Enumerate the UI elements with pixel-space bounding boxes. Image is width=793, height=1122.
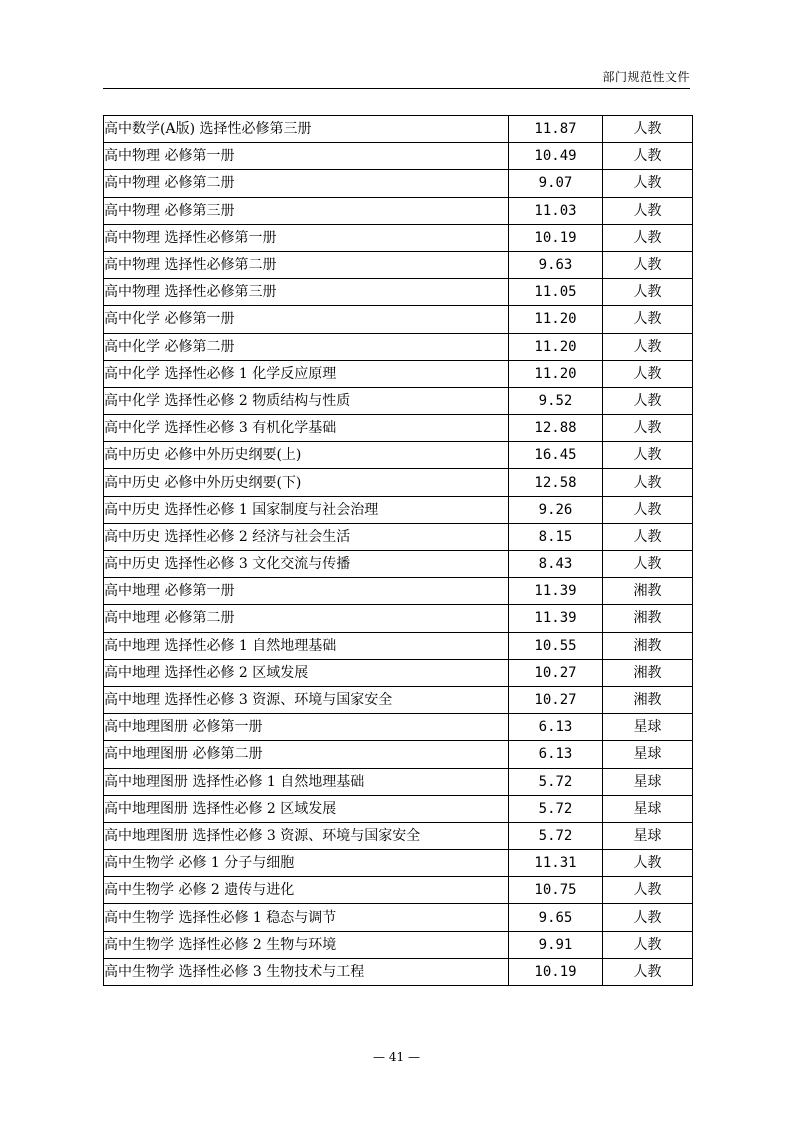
publisher-cell: 星球 bbox=[603, 768, 693, 795]
textbook-title-cell: 高中地理图册 必修第二册 bbox=[104, 741, 509, 768]
price-cell: 9.07 bbox=[509, 170, 603, 197]
publisher-cell: 湘教 bbox=[603, 605, 693, 632]
table-row bbox=[104, 306, 693, 333]
textbook-title-cell: 高中数学(A版) 选择性必修第三册 bbox=[104, 116, 509, 143]
table-row bbox=[104, 333, 693, 360]
textbook-title-cell: 高中地理图册 选择性必修 3 资源、环境与国家安全 bbox=[104, 822, 509, 849]
table-row bbox=[104, 904, 693, 931]
publisher-cell: 人教 bbox=[603, 551, 693, 578]
textbook-title-cell: 高中物理 选择性必修第三册 bbox=[104, 279, 509, 306]
price-cell: 10.49 bbox=[509, 143, 603, 170]
table-row bbox=[104, 632, 693, 659]
table-row bbox=[104, 197, 693, 224]
publisher-cell: 人教 bbox=[603, 197, 693, 224]
publisher-cell: 湘教 bbox=[603, 659, 693, 686]
publisher-cell: 人教 bbox=[603, 279, 693, 306]
textbook-title-cell: 高中生物学 必修 1 分子与细胞 bbox=[104, 850, 509, 877]
textbook-table-body bbox=[104, 116, 693, 986]
price-cell: 10.19 bbox=[509, 224, 603, 251]
table-row bbox=[104, 741, 693, 768]
price-cell: 9.63 bbox=[509, 251, 603, 278]
publisher-cell: 人教 bbox=[603, 360, 693, 387]
price-cell: 10.75 bbox=[509, 877, 603, 904]
price-cell: 6.13 bbox=[509, 714, 603, 741]
publisher-cell: 人教 bbox=[603, 306, 693, 333]
table-row bbox=[104, 822, 693, 849]
header-divider bbox=[103, 88, 690, 89]
price-cell: 8.15 bbox=[509, 523, 603, 550]
textbook-price-table bbox=[103, 115, 693, 986]
table-row bbox=[104, 659, 693, 686]
price-cell: 5.72 bbox=[509, 795, 603, 822]
table-row bbox=[104, 523, 693, 550]
textbook-title-cell: 高中生物学 选择性必修 3 生物技术与工程 bbox=[104, 958, 509, 985]
table-row bbox=[104, 415, 693, 442]
table-row bbox=[104, 116, 693, 143]
publisher-cell: 湘教 bbox=[603, 686, 693, 713]
price-cell: 11.39 bbox=[509, 578, 603, 605]
publisher-cell: 人教 bbox=[603, 931, 693, 958]
publisher-cell: 人教 bbox=[603, 170, 693, 197]
publisher-cell: 星球 bbox=[603, 741, 693, 768]
textbook-title-cell: 高中历史 选择性必修 3 文化交流与传播 bbox=[104, 551, 509, 578]
textbook-title-cell: 高中地理 选择性必修 3 资源、环境与国家安全 bbox=[104, 686, 509, 713]
textbook-title-cell: 高中地理 必修第一册 bbox=[104, 578, 509, 605]
textbook-title-cell: 高中生物学 选择性必修 1 稳态与调节 bbox=[104, 904, 509, 931]
price-cell: 9.52 bbox=[509, 387, 603, 414]
publisher-cell: 人教 bbox=[603, 442, 693, 469]
table-row bbox=[104, 958, 693, 985]
textbook-title-cell: 高中化学 选择性必修 1 化学反应原理 bbox=[104, 360, 509, 387]
price-cell: 11.20 bbox=[509, 306, 603, 333]
table-row bbox=[104, 768, 693, 795]
table-row bbox=[104, 360, 693, 387]
textbook-title-cell: 高中历史 必修中外历史纲要(上) bbox=[104, 442, 509, 469]
price-cell: 10.55 bbox=[509, 632, 603, 659]
table-row bbox=[104, 686, 693, 713]
textbook-title-cell: 高中物理 必修第三册 bbox=[104, 197, 509, 224]
table-row bbox=[104, 143, 693, 170]
table-row bbox=[104, 279, 693, 306]
textbook-title-cell: 高中地理 选择性必修 2 区域发展 bbox=[104, 659, 509, 686]
page-number: — 41 — bbox=[373, 1050, 420, 1064]
textbook-title-cell: 高中化学 必修第一册 bbox=[104, 306, 509, 333]
price-cell: 11.20 bbox=[509, 333, 603, 360]
price-cell: 12.88 bbox=[509, 415, 603, 442]
textbook-title-cell: 高中地理图册 选择性必修 1 自然地理基础 bbox=[104, 768, 509, 795]
publisher-cell: 人教 bbox=[603, 333, 693, 360]
textbook-title-cell: 高中生物学 选择性必修 2 生物与环境 bbox=[104, 931, 509, 958]
textbook-title-cell: 高中历史 选择性必修 2 经济与社会生活 bbox=[104, 523, 509, 550]
table-row bbox=[104, 877, 693, 904]
publisher-cell: 人教 bbox=[603, 496, 693, 523]
publisher-cell: 星球 bbox=[603, 795, 693, 822]
price-cell: 11.20 bbox=[509, 360, 603, 387]
textbook-title-cell: 高中物理 必修第一册 bbox=[104, 143, 509, 170]
price-cell: 11.39 bbox=[509, 605, 603, 632]
textbook-title-cell: 高中历史 必修中外历史纲要(下) bbox=[104, 469, 509, 496]
textbook-title-cell: 高中化学 选择性必修 2 物质结构与性质 bbox=[104, 387, 509, 414]
publisher-cell: 人教 bbox=[603, 387, 693, 414]
table-row bbox=[104, 251, 693, 278]
textbook-title-cell: 高中物理 选择性必修第二册 bbox=[104, 251, 509, 278]
textbook-title-cell: 高中地理 必修第二册 bbox=[104, 605, 509, 632]
price-cell: 6.13 bbox=[509, 741, 603, 768]
price-cell: 16.45 bbox=[509, 442, 603, 469]
publisher-cell: 湘教 bbox=[603, 632, 693, 659]
publisher-cell: 人教 bbox=[603, 850, 693, 877]
publisher-cell: 人教 bbox=[603, 116, 693, 143]
publisher-cell: 人教 bbox=[603, 523, 693, 550]
publisher-cell: 人教 bbox=[603, 904, 693, 931]
price-cell: 11.03 bbox=[509, 197, 603, 224]
price-cell: 12.58 bbox=[509, 469, 603, 496]
publisher-cell: 人教 bbox=[603, 251, 693, 278]
textbook-title-cell: 高中物理 选择性必修第一册 bbox=[104, 224, 509, 251]
table-row bbox=[104, 714, 693, 741]
publisher-cell: 人教 bbox=[603, 415, 693, 442]
price-cell: 10.27 bbox=[509, 659, 603, 686]
price-cell: 11.31 bbox=[509, 850, 603, 877]
publisher-cell: 星球 bbox=[603, 714, 693, 741]
table-row bbox=[104, 551, 693, 578]
publisher-cell: 人教 bbox=[603, 469, 693, 496]
publisher-cell: 人教 bbox=[603, 958, 693, 985]
table-row bbox=[104, 170, 693, 197]
price-cell: 9.26 bbox=[509, 496, 603, 523]
textbook-title-cell: 高中地理图册 选择性必修 2 区域发展 bbox=[104, 795, 509, 822]
table-row bbox=[104, 605, 693, 632]
table-row bbox=[104, 469, 693, 496]
table-row bbox=[104, 795, 693, 822]
table-row bbox=[104, 850, 693, 877]
price-cell: 10.19 bbox=[509, 958, 603, 985]
price-cell: 9.65 bbox=[509, 904, 603, 931]
table-row bbox=[104, 224, 693, 251]
textbook-title-cell: 高中物理 必修第二册 bbox=[104, 170, 509, 197]
table-row bbox=[104, 496, 693, 523]
textbook-title-cell: 高中地理图册 必修第一册 bbox=[104, 714, 509, 741]
price-cell: 5.72 bbox=[509, 822, 603, 849]
publisher-cell: 湘教 bbox=[603, 578, 693, 605]
table-row bbox=[104, 578, 693, 605]
price-cell: 11.05 bbox=[509, 279, 603, 306]
document-category-label: 部门规范性文件 bbox=[602, 70, 690, 84]
textbook-title-cell: 高中地理 选择性必修 1 自然地理基础 bbox=[104, 632, 509, 659]
table-row bbox=[104, 931, 693, 958]
table-row bbox=[104, 387, 693, 414]
publisher-cell: 人教 bbox=[603, 877, 693, 904]
publisher-cell: 人教 bbox=[603, 224, 693, 251]
textbook-title-cell: 高中历史 选择性必修 1 国家制度与社会治理 bbox=[104, 496, 509, 523]
textbook-title-cell: 高中化学 选择性必修 3 有机化学基础 bbox=[104, 415, 509, 442]
price-cell: 8.43 bbox=[509, 551, 603, 578]
price-cell: 10.27 bbox=[509, 686, 603, 713]
publisher-cell: 星球 bbox=[603, 822, 693, 849]
price-cell: 11.87 bbox=[509, 116, 603, 143]
price-cell: 9.91 bbox=[509, 931, 603, 958]
publisher-cell: 人教 bbox=[603, 143, 693, 170]
textbook-title-cell: 高中生物学 必修 2 遗传与进化 bbox=[104, 877, 509, 904]
table-row bbox=[104, 442, 693, 469]
price-cell: 5.72 bbox=[509, 768, 603, 795]
textbook-title-cell: 高中化学 必修第二册 bbox=[104, 333, 509, 360]
